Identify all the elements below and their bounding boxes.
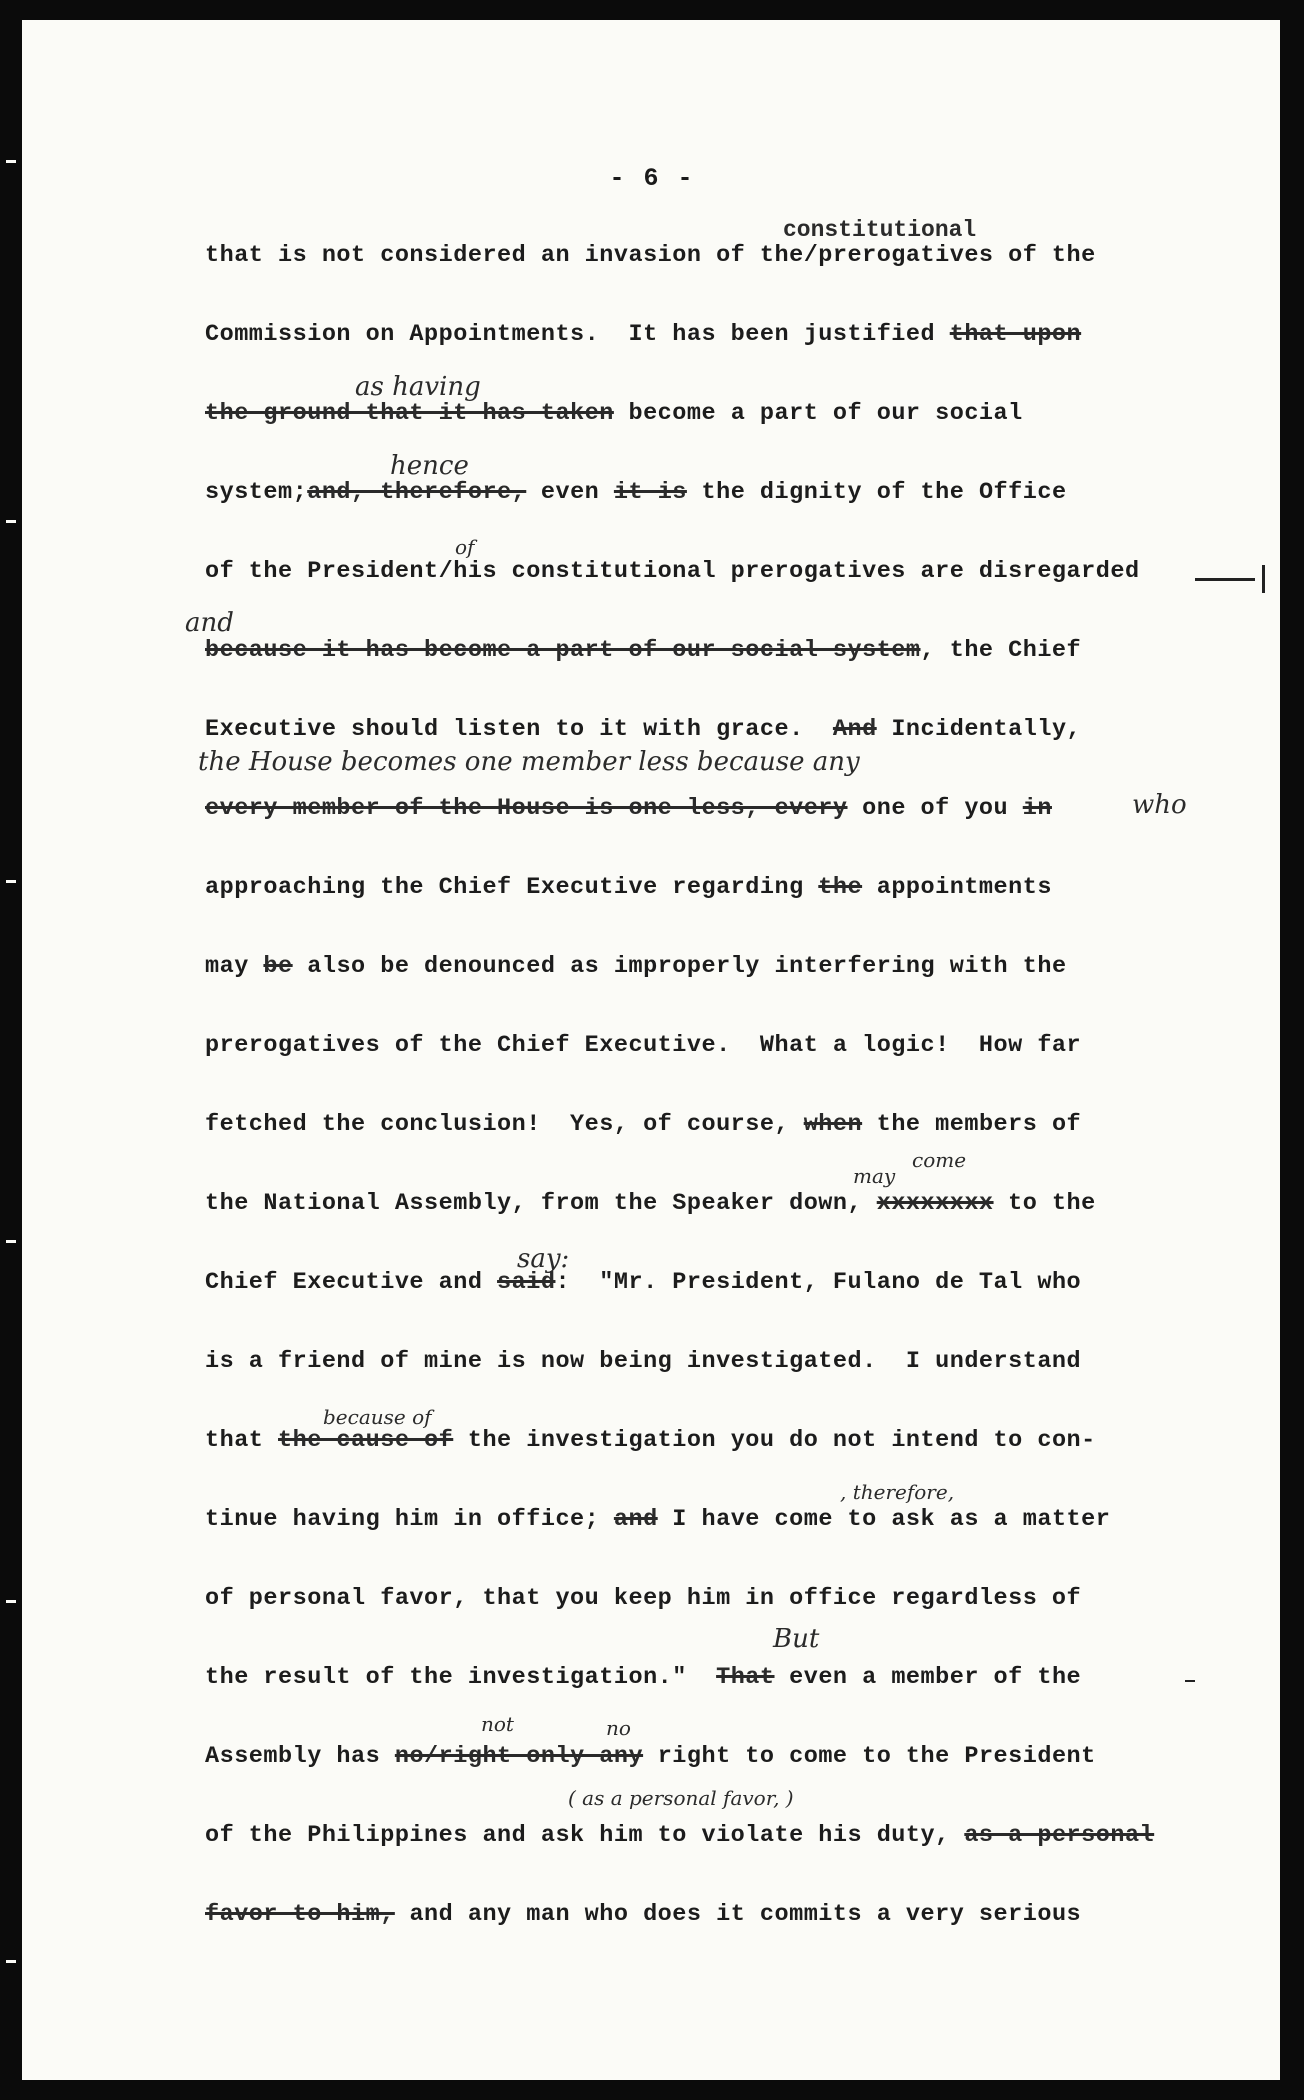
text-segment: even <box>526 479 614 506</box>
insertion-and: and <box>185 608 234 638</box>
text-segment: system; <box>205 479 308 506</box>
text-segment: Assembly has <box>205 1743 395 1770</box>
struck-text-segment: said <box>497 1269 556 1296</box>
text-segment: of personal favor, that you keep him in office regardless of <box>205 1585 1082 1612</box>
margin-dash-small <box>1185 1680 1195 1682</box>
insertion-the-house: the House becomes one member less because any <box>198 747 860 777</box>
text-line <box>205 716 1081 743</box>
text-segment: and any man who does it commits a very serious <box>394 1901 1082 1928</box>
insertion-but: But <box>773 1624 820 1654</box>
page-number: - 6 - <box>609 164 695 193</box>
insertion-say: say: <box>517 1244 570 1274</box>
text-segment: that is not considered an invasion of the/prerogatives of the <box>205 242 1096 269</box>
insertion-of: of <box>455 535 475 559</box>
text-line <box>205 558 1140 585</box>
text-segment: Commission on Appointments. It has been justified <box>205 321 950 348</box>
struck-text-segment: as a personal <box>964 1822 1155 1849</box>
text-line <box>205 953 1067 980</box>
text-segment: the members of <box>862 1111 1082 1138</box>
text-line <box>205 1348 1081 1375</box>
text-line <box>205 1427 1096 1454</box>
insertion-not: not <box>481 1712 514 1736</box>
struck-text-segment: the ground that it has taken <box>205 400 614 427</box>
scan-edge-marks <box>0 0 22 2100</box>
text-segment: also be denounced as improperly interfering with the <box>292 953 1067 980</box>
insertion-because-of: because of <box>323 1405 432 1429</box>
text-line <box>205 1901 1081 1928</box>
struck-text-segment: and <box>613 1506 658 1533</box>
text-segment: that <box>205 1427 279 1454</box>
struck-text-segment: favor to him, <box>205 1901 395 1928</box>
text-segment: one of you <box>847 795 1023 822</box>
struck-text-segment: because it has become a part of our social system <box>205 637 921 664</box>
struck-text-segment: And <box>832 716 877 743</box>
struck-text-segment: the <box>818 874 863 901</box>
text-line <box>205 1032 1081 1059</box>
text-line <box>205 1585 1081 1612</box>
text-segment: even a member of the <box>774 1664 1082 1691</box>
struck-text-segment: no/right only any <box>394 1743 644 1770</box>
text-line <box>205 400 1023 427</box>
text-line <box>205 242 1096 269</box>
struck-text-segment: in <box>1022 795 1052 822</box>
insertion-as-having: as having <box>355 372 481 402</box>
struck-text-segment: xxxxxxxx <box>876 1190 994 1217</box>
text-line <box>205 874 1052 901</box>
text-segment: Incidentally, <box>876 716 1082 743</box>
struck-text-segment: it is <box>613 479 687 506</box>
text-line <box>205 1664 1081 1691</box>
text-line <box>205 479 1067 506</box>
text-segment: to the <box>993 1190 1096 1217</box>
text-segment: approaching the Chief Executive regarding <box>205 874 819 901</box>
struck-text-segment: when <box>803 1111 863 1138</box>
text-line <box>205 1506 1110 1533</box>
text-segment: I have come to ask as a matter <box>657 1506 1111 1533</box>
struck-text-segment: every member of the House is one less, every <box>205 795 848 822</box>
text-segment: prerogatives of the Chief Executive. What a logic! How far <box>205 1032 1082 1059</box>
text-segment: of the Philippines and ask him to violate his duty, <box>205 1822 965 1849</box>
text-segment: is a friend of mine is now being investigated. I understand <box>205 1348 1082 1375</box>
text-line <box>205 1190 1096 1217</box>
struck-text-segment: and, therefore, <box>307 479 527 506</box>
insertion-no: no <box>606 1716 631 1740</box>
text-line <box>205 1269 1081 1296</box>
insertion-who: who <box>1132 790 1187 820</box>
text-segment: Chief Executive and <box>205 1269 498 1296</box>
text-segment: become a part of our social <box>613 400 1023 427</box>
insertion-as-a-personal-favor: ( as a personal favor, ) <box>568 1786 794 1810</box>
struck-text-segment: the cause of <box>278 1427 454 1454</box>
margin-tick-mark <box>1262 565 1265 593</box>
insertion-constitutional: constitutional <box>783 217 977 243</box>
text-segment: the dignity of the Office <box>686 479 1067 506</box>
insertion-hence: hence <box>390 451 469 481</box>
text-segment: Executive should listen to it with grace. <box>205 716 833 743</box>
text-segment: the result of the investigation." <box>205 1664 717 1691</box>
text-line <box>205 321 1081 348</box>
margin-dash-mark <box>1195 578 1255 581</box>
insertion-may: may <box>853 1164 896 1188</box>
text-segment: tinue having him in office; <box>205 1506 614 1533</box>
text-segment: appointments <box>862 874 1052 901</box>
text-line <box>205 1743 1096 1770</box>
text-segment: may <box>205 953 264 980</box>
text-line <box>205 795 1052 822</box>
text-segment: of the President/his constitutional prerogatives are disregarded <box>205 558 1140 585</box>
text-line <box>205 1822 1154 1849</box>
text-segment: , the Chief <box>920 637 1082 664</box>
text-segment: : "Mr. President, Fulano de Tal who <box>555 1269 1082 1296</box>
insertion-therefore: , therefore, <box>840 1480 955 1504</box>
text-segment: fetched the conclusion! Yes, of course, <box>205 1111 804 1138</box>
text-segment: the National Assembly, from the Speaker down, <box>205 1190 877 1217</box>
text-segment: right to come to the President <box>643 1743 1096 1770</box>
text-line <box>205 637 1081 664</box>
struck-text-segment: that upon <box>949 321 1082 348</box>
text-segment: the investigation you do not intend to con- <box>453 1427 1096 1454</box>
struck-text-segment: be <box>263 953 293 980</box>
insertion-come: come <box>912 1148 967 1172</box>
text-line <box>205 1111 1081 1138</box>
struck-text-segment: That <box>716 1664 775 1691</box>
